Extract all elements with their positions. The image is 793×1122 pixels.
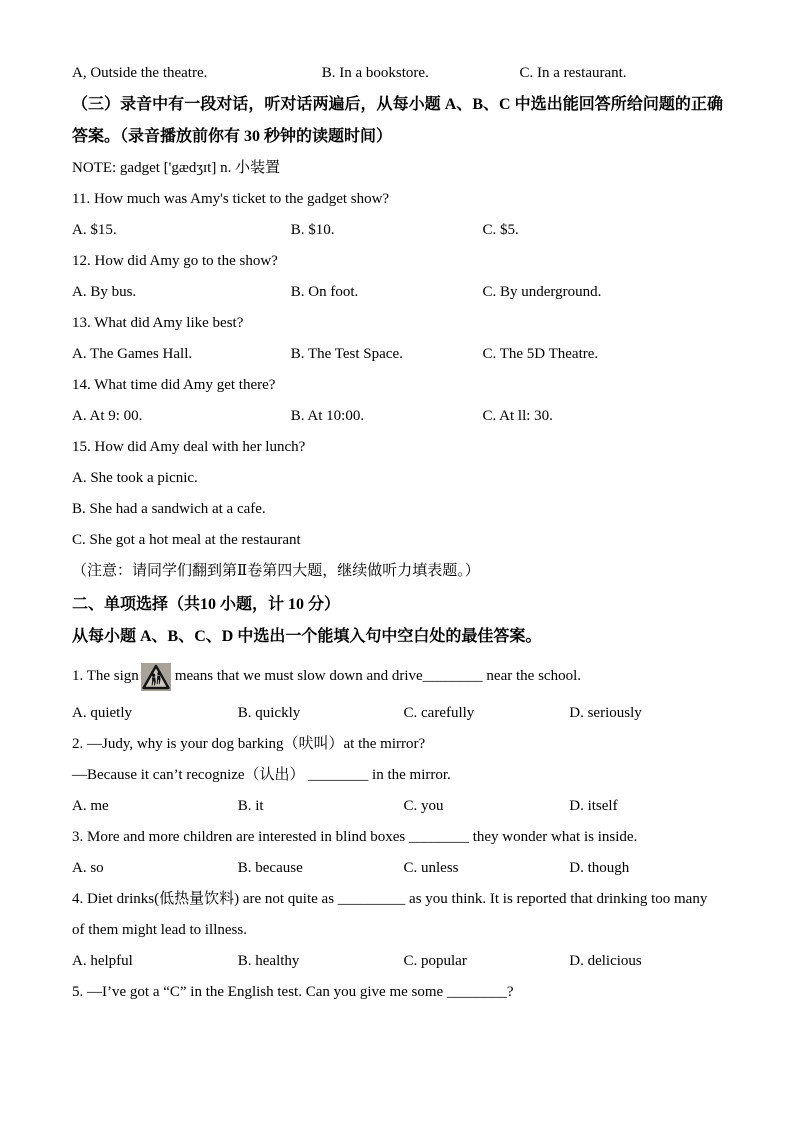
option-c: C. At ll: 30. xyxy=(482,408,553,424)
option-b: B. healthy xyxy=(237,953,300,969)
option-b: B. In a bookstore. xyxy=(321,65,429,81)
option-a: A. At 9: 00. xyxy=(72,408,143,424)
option-b: B. quickly xyxy=(237,705,301,721)
option-b: B. because xyxy=(237,860,303,876)
question-1 xyxy=(72,661,723,692)
options-row-2 xyxy=(72,791,723,822)
question-15: 15. How did Amy deal with her lunch? xyxy=(72,439,306,455)
question-2-line1: 2. —Judy, why is your dog barking（吠叫）at the mirror? xyxy=(72,736,426,752)
option-d: D. itself xyxy=(569,798,618,814)
question-1-post: means that we must slow down and drive________ near the school. xyxy=(174,668,581,684)
section-3-heading: （三）录音中有一段对话，听对话两遍后，从每小题 A、B、C 中选出能回答所给问题的正确答案。（录音播放前你有 30 秒钟的读题时间） xyxy=(72,96,723,145)
options-row-13 xyxy=(72,339,723,370)
option-a: A, Outside the theatre. xyxy=(72,65,208,81)
option-c: C. $5. xyxy=(482,222,519,238)
question-14: 14. What time did Amy get there? xyxy=(72,377,276,393)
option-b: B. $10. xyxy=(290,222,335,238)
question-5: 5. —I’ve got a “C” in the English test. Can you give me some ________? xyxy=(72,984,514,1000)
option-d: D. delicious xyxy=(569,953,642,969)
question-2-line2: —Because it can’t recognize（认出） ________ in the mirror. xyxy=(72,767,451,783)
option-c: C. By underground. xyxy=(482,284,602,300)
option-c: C. She got a hot meal at the restaurant xyxy=(72,532,301,548)
option-c: C. carefully xyxy=(403,705,475,721)
option-a: A. The Games Hall. xyxy=(72,346,193,362)
option-a: A. quietly xyxy=(72,705,132,721)
options-row-11 xyxy=(72,215,723,246)
option-b: B. it xyxy=(237,798,264,814)
question-13: 13. What did Amy like best? xyxy=(72,315,244,331)
question-11: 11. How much was Amy's ticket to the gadget show? xyxy=(72,191,390,207)
question-1-pre: 1. The sign xyxy=(72,668,139,684)
turn-page-notice: （注意：请同学们翻到第Ⅱ卷第四大题，继续做听力填表题。） xyxy=(72,563,480,579)
options-row-prev xyxy=(72,58,723,89)
question-4: 4. Diet drinks(低热量饮料) are not quite as _________ as you think. It is reported that drinking too many of them might lead to illness. xyxy=(72,891,708,938)
option-d: D. though xyxy=(569,860,630,876)
option-a: A. me xyxy=(72,798,109,814)
option-c: C. The 5D Theatre. xyxy=(482,346,599,362)
question-3: 3. More and more children are interested in blind boxes ________ they wonder what is inside. xyxy=(72,829,638,845)
option-a: A. helpful xyxy=(72,953,133,969)
options-row-3 xyxy=(72,853,723,884)
options-row-12 xyxy=(72,277,723,308)
option-b: B. On foot. xyxy=(290,284,359,300)
option-a: A. $15. xyxy=(72,222,117,238)
option-c: C. you xyxy=(403,798,444,814)
option-c: C. popular xyxy=(403,953,467,969)
option-a: A. so xyxy=(72,860,104,876)
question-12: 12. How did Amy go to the show? xyxy=(72,253,278,269)
options-row-1 xyxy=(72,698,723,729)
option-a: A. She took a picnic. xyxy=(72,470,198,486)
school-crossing-sign-image xyxy=(141,663,171,691)
option-d: D. seriously xyxy=(569,705,642,721)
section-2-title: 二、单项选择（共10 小题，计 10 分） xyxy=(72,596,341,613)
section-2-instruction: 从每小题 A、B、C、D 中选出一个能填入句中空白处的最佳答案。 xyxy=(72,628,542,645)
option-b: B. At 10:00. xyxy=(290,408,365,424)
option-b: B. The Test Space. xyxy=(290,346,403,362)
option-c: C. unless xyxy=(403,860,459,876)
option-a: A. By bus. xyxy=(72,284,137,300)
note-line: NOTE: gadget ['gædʒɪt] n. 小装置 xyxy=(72,160,281,176)
option-c: C. In a restaurant. xyxy=(519,65,627,81)
option-b: B. She had a sandwich at a cafe. xyxy=(72,501,266,517)
options-row-4 xyxy=(72,946,723,977)
options-row-14 xyxy=(72,401,723,432)
